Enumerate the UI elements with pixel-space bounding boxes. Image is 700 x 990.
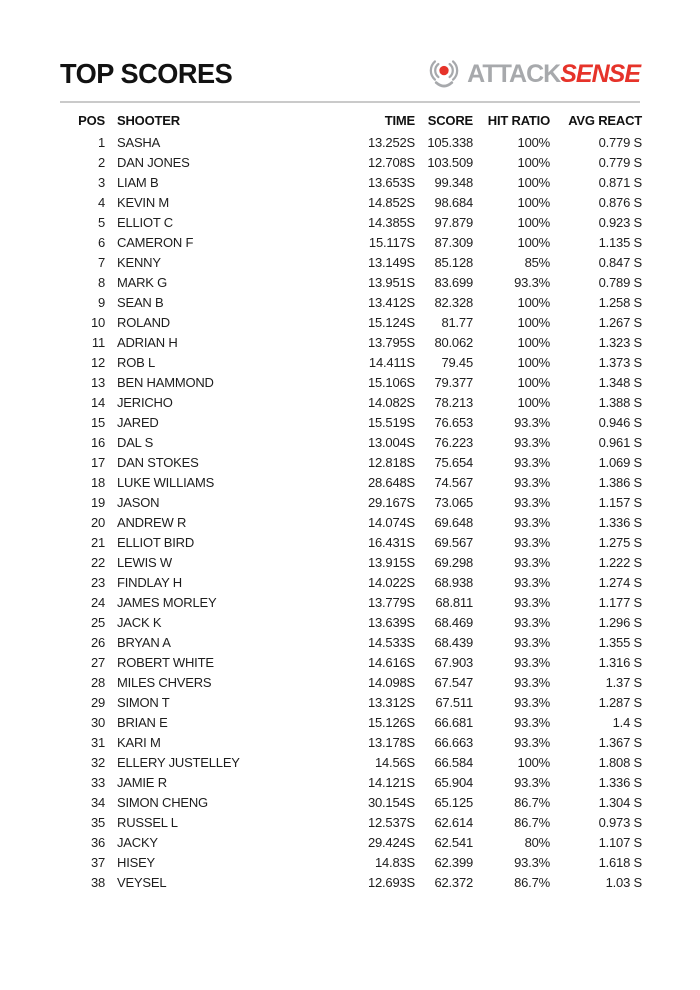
hit-ratio-cell: 100% — [517, 354, 550, 370]
score-cell: 67.511 — [435, 694, 473, 710]
pos-cell: 24 — [90, 594, 105, 610]
time-cell: 14.074S — [367, 514, 415, 530]
time-cell: 13.653S — [367, 174, 415, 190]
time-cell: 12.708S — [367, 154, 415, 170]
table-row — [60, 872, 642, 892]
table-row — [60, 192, 642, 212]
pos-cell: 37 — [90, 854, 105, 870]
table-row — [60, 452, 642, 472]
score-cell: 76.223 — [434, 434, 473, 450]
table-row — [60, 132, 642, 152]
avg-react-cell: 1.304 S — [598, 794, 642, 810]
shooter-cell: KARI M — [117, 734, 161, 750]
score-cell: 83.699 — [434, 274, 473, 290]
hit-ratio-cell: 80% — [524, 834, 550, 850]
time-cell: 14.385S — [367, 214, 415, 230]
avg-react-cell: 0.789 S — [598, 274, 642, 290]
pos-cell: 5 — [97, 214, 105, 230]
pos-cell: 31 — [90, 734, 105, 750]
time-cell: 30.154S — [367, 794, 415, 810]
time-cell: 14.411S — [368, 354, 415, 370]
pos-cell: 4 — [97, 194, 105, 210]
hit-ratio-cell: 93.3% — [514, 494, 550, 510]
score-cell: 62.399 — [434, 854, 473, 870]
score-cell: 65.125 — [434, 794, 473, 810]
hit-ratio-cell: 93.3% — [514, 654, 550, 670]
brand-wordmark — [467, 60, 640, 89]
shooter-cell: SIMON CHENG — [117, 794, 208, 810]
table-row — [60, 792, 642, 812]
score-cell: 68.469 — [434, 614, 473, 630]
avg-react-cell: 1.367 S — [598, 734, 642, 750]
table-row — [60, 592, 642, 612]
pos-cell: 22 — [90, 554, 105, 570]
target-sonar-icon — [425, 56, 463, 92]
time-cell: 15.519S — [367, 414, 415, 430]
avg-react-cell: 1.267 S — [598, 314, 642, 330]
avg-react-cell: 1.316 S — [598, 654, 642, 670]
shooter-cell: BRIAN E — [117, 714, 168, 730]
time-cell: 13.779S — [367, 594, 415, 610]
shooter-cell: JARED — [117, 414, 159, 430]
time-cell: 29.167S — [367, 494, 415, 510]
hit-ratio-cell: 93.3% — [514, 474, 550, 490]
avg-react-cell: 1.4 S — [612, 714, 642, 730]
score-cell: 69.567 — [434, 534, 473, 550]
time-cell: 14.533S — [367, 634, 415, 650]
score-cell: 68.439 — [434, 634, 473, 650]
shooter-cell: JERICHO — [117, 394, 173, 410]
score-cell: 80.062 — [434, 334, 473, 350]
avg-react-cell: 1.355 S — [598, 634, 642, 650]
shooter-cell: BRYAN A — [117, 634, 171, 650]
score-cell: 67.903 — [434, 654, 473, 670]
pos-cell: 25 — [90, 614, 105, 630]
score-cell: 79.45 — [441, 354, 473, 370]
shooter-cell: LUKE WILLIAMS — [117, 474, 215, 490]
table-row — [60, 512, 642, 532]
avg-react-cell: 1.107 S — [598, 834, 642, 850]
shooter-cell: ROBERT WHITE — [117, 654, 214, 670]
hit-ratio-cell: 100% — [517, 314, 550, 330]
score-cell: 62.614 — [434, 814, 473, 830]
hit-ratio-cell: 93.3% — [514, 574, 550, 590]
time-cell: 13.252S — [367, 134, 415, 150]
time-cell: 14.852S — [367, 194, 415, 210]
avg-react-cell: 1.177 S — [598, 594, 642, 610]
shooter-cell: ROB L — [117, 354, 156, 370]
table-row — [60, 552, 642, 572]
table-row — [60, 372, 642, 392]
time-cell: 13.795S — [367, 334, 415, 350]
table-row — [60, 672, 642, 692]
shooter-cell: KENNY — [117, 254, 161, 270]
scores-table-body — [60, 132, 642, 892]
pos-cell: 17 — [90, 454, 105, 470]
col-header-avg-react: AVG REACT — [568, 112, 642, 128]
hit-ratio-cell: 100% — [517, 214, 550, 230]
score-cell: 76.653 — [434, 414, 473, 430]
time-cell: 13.149S — [367, 254, 415, 270]
avg-react-cell: 0.779 S — [598, 134, 642, 150]
hit-ratio-cell: 100% — [517, 754, 550, 770]
time-cell: 14.121S — [367, 774, 415, 790]
hit-ratio-cell: 93.3% — [514, 414, 550, 430]
time-cell: 13.915S — [367, 554, 415, 570]
shooter-cell: CAMERON F — [117, 234, 194, 250]
table-row — [60, 272, 642, 292]
table-row — [60, 732, 642, 752]
table-row — [60, 852, 642, 872]
score-cell: 66.663 — [434, 734, 473, 750]
shooter-cell: SEAN B — [117, 294, 164, 310]
avg-react-cell: 0.973 S — [598, 814, 642, 830]
time-cell: 16.431S — [367, 534, 415, 550]
time-cell: 13.412S — [367, 294, 415, 310]
shooter-cell: ELLIOT C — [117, 214, 173, 230]
hit-ratio-cell: 100% — [517, 394, 550, 410]
avg-react-cell: 1.069 S — [598, 454, 642, 470]
col-header-shooter: SHOOTER — [117, 112, 180, 128]
hit-ratio-cell: 100% — [517, 134, 550, 150]
hit-ratio-cell: 93.3% — [514, 594, 550, 610]
avg-react-cell: 1.336 S — [598, 774, 642, 790]
avg-react-cell: 1.258 S — [598, 294, 642, 310]
shooter-cell: JASON — [117, 494, 160, 510]
score-cell: 69.648 — [434, 514, 473, 530]
shooter-cell: LIAM B — [117, 174, 159, 190]
pos-cell: 2 — [97, 154, 105, 170]
shooter-cell: JAMES MORLEY — [117, 594, 217, 610]
table-row — [60, 812, 642, 832]
report-header — [60, 52, 640, 96]
hit-ratio-cell: 100% — [517, 174, 550, 190]
hit-ratio-cell: 86.7% — [514, 794, 550, 810]
table-row — [60, 652, 642, 672]
hit-ratio-cell: 93.3% — [514, 694, 550, 710]
table-row — [60, 152, 642, 172]
hit-ratio-cell: 93.3% — [514, 614, 550, 630]
score-cell: 67.547 — [434, 674, 473, 690]
score-cell: 74.567 — [434, 474, 473, 490]
table-row — [60, 712, 642, 732]
hit-ratio-cell: 93.3% — [514, 554, 550, 570]
hit-ratio-cell: 93.3% — [514, 274, 550, 290]
hit-ratio-cell: 93.3% — [514, 674, 550, 690]
time-cell: 15.106S — [367, 374, 415, 390]
table-row — [60, 172, 642, 192]
table-row — [60, 472, 642, 492]
hit-ratio-cell: 100% — [517, 294, 550, 310]
table-row — [60, 392, 642, 412]
scores-section — [60, 108, 642, 892]
pos-cell: 12 — [90, 354, 105, 370]
top-scores-table — [60, 108, 642, 892]
avg-react-cell: 0.779 S — [598, 154, 642, 170]
brand-attack-text: ATTACK — [467, 59, 561, 88]
pos-cell: 11 — [91, 334, 105, 350]
page-title: TOP SCORES — [60, 58, 233, 89]
score-cell: 87.309 — [434, 234, 473, 250]
shooter-cell: ADRIAN H — [117, 334, 178, 350]
score-cell: 66.681 — [434, 714, 473, 730]
pos-cell: 16 — [90, 434, 105, 450]
pos-cell: 23 — [90, 574, 105, 590]
pos-cell: 38 — [90, 874, 105, 890]
shooter-cell: FINDLAY H — [117, 574, 182, 590]
avg-react-cell: 1.388 S — [598, 394, 642, 410]
time-cell: 14.56S — [374, 754, 415, 770]
avg-react-cell: 1.323 S — [598, 334, 642, 350]
shooter-cell: SIMON T — [117, 694, 170, 710]
score-cell: 66.584 — [434, 754, 473, 770]
time-cell: 14.098S — [367, 674, 415, 690]
hit-ratio-cell: 93.3% — [514, 734, 550, 750]
table-row — [60, 572, 642, 592]
time-cell: 15.126S — [367, 714, 415, 730]
avg-react-cell: 1.287 S — [598, 694, 642, 710]
pos-cell: 9 — [97, 294, 105, 310]
pos-cell: 19 — [90, 494, 105, 510]
pos-cell: 34 — [90, 794, 105, 810]
table-header-row — [60, 108, 642, 132]
avg-react-cell: 1.157 S — [598, 494, 642, 510]
time-cell: 14.082S — [367, 394, 415, 410]
hit-ratio-cell: 93.3% — [514, 534, 550, 550]
avg-react-cell: 1.808 S — [598, 754, 642, 770]
avg-react-cell: 0.876 S — [598, 194, 642, 210]
score-cell: 99.348 — [434, 174, 473, 190]
table-row — [60, 352, 642, 372]
avg-react-cell: 1.37 S — [605, 674, 642, 690]
pos-cell: 18 — [90, 474, 105, 490]
time-cell: 29.424S — [367, 834, 415, 850]
pos-cell: 29 — [90, 694, 105, 710]
table-header — [60, 108, 642, 132]
time-cell: 12.537S — [367, 814, 415, 830]
avg-react-cell: 0.923 S — [598, 214, 642, 230]
hit-ratio-cell: 100% — [517, 154, 550, 170]
shooter-cell: DAL S — [117, 434, 154, 450]
table-row — [60, 332, 642, 352]
pos-cell: 27 — [90, 654, 105, 670]
score-cell: 97.879 — [434, 214, 473, 230]
score-cell: 73.065 — [434, 494, 473, 510]
pos-cell: 14 — [90, 394, 105, 410]
avg-react-cell: 0.871 S — [598, 174, 642, 190]
shooter-cell: DAN STOKES — [117, 454, 199, 470]
shooter-cell: VEYSEL — [117, 874, 167, 890]
time-cell: 14.616S — [367, 654, 415, 670]
pos-cell: 7 — [97, 254, 105, 270]
pos-cell: 13 — [90, 374, 105, 390]
pos-cell: 26 — [90, 634, 105, 650]
time-cell: 28.648S — [367, 474, 415, 490]
table-row — [60, 232, 642, 252]
avg-react-cell: 1.336 S — [598, 514, 642, 530]
table-row — [60, 772, 642, 792]
time-cell: 12.693S — [367, 874, 415, 890]
pos-cell: 36 — [90, 834, 105, 850]
score-cell: 62.541 — [434, 834, 473, 850]
hit-ratio-cell: 93.3% — [514, 634, 550, 650]
avg-react-cell: 1.348 S — [598, 374, 642, 390]
table-row — [60, 292, 642, 312]
col-header-time: TIME — [384, 112, 415, 128]
score-cell: 78.213 — [434, 394, 473, 410]
shooter-cell: ELLERY JUSTELLEY — [117, 754, 240, 770]
hit-ratio-cell: 100% — [517, 194, 550, 210]
pos-cell: 1 — [97, 134, 105, 150]
avg-react-cell: 1.618 S — [598, 854, 642, 870]
time-cell: 13.312S — [367, 694, 415, 710]
hit-ratio-cell: 85% — [524, 254, 550, 270]
time-cell: 13.639S — [367, 614, 415, 630]
time-cell: 14.83S — [374, 854, 415, 870]
avg-react-cell: 1.296 S — [598, 614, 642, 630]
time-cell: 13.951S — [367, 274, 415, 290]
avg-react-cell: 0.946 S — [598, 414, 642, 430]
hit-ratio-cell: 86.7% — [514, 814, 550, 830]
shooter-cell: BEN HAMMOND — [117, 374, 214, 390]
hit-ratio-cell: 93.3% — [514, 774, 550, 790]
hit-ratio-cell: 93.3% — [514, 434, 550, 450]
shooter-cell: LEWIS W — [117, 554, 172, 570]
time-cell: 15.117S — [368, 234, 415, 250]
time-cell: 12.818S — [367, 454, 415, 470]
pos-cell: 30 — [90, 714, 105, 730]
pos-cell: 20 — [90, 514, 105, 530]
table-row — [60, 252, 642, 272]
score-cell: 103.509 — [427, 154, 473, 170]
pos-cell: 21 — [90, 534, 105, 550]
avg-react-cell: 0.961 S — [598, 434, 642, 450]
shooter-cell: JACK K — [117, 614, 162, 630]
shooter-cell: ANDREW R — [117, 514, 187, 530]
shooter-cell: ROLAND — [117, 314, 170, 330]
score-cell: 62.372 — [434, 874, 473, 890]
time-cell: 15.124S — [367, 314, 415, 330]
table-row — [60, 432, 642, 452]
table-row — [60, 532, 642, 552]
col-header-hit-ratio: HIT RATIO — [487, 112, 550, 128]
hit-ratio-cell: 93.3% — [514, 854, 550, 870]
pos-cell: 32 — [90, 754, 105, 770]
shooter-cell: ELLIOT BIRD — [117, 534, 195, 550]
table-row — [60, 492, 642, 512]
pos-cell: 10 — [90, 314, 105, 330]
shooter-cell: RUSSEL L — [117, 814, 178, 830]
time-cell: 13.004S — [367, 434, 415, 450]
score-cell: 68.938 — [434, 574, 473, 590]
table-row — [60, 612, 642, 632]
avg-react-cell: 1.373 S — [598, 354, 642, 370]
shooter-cell: JACKY — [117, 834, 158, 850]
shooter-cell: HISEY — [117, 854, 156, 870]
table-row — [60, 312, 642, 332]
pos-cell: 8 — [97, 274, 105, 290]
col-header-score: SCORE — [427, 112, 473, 128]
shooter-cell: MARK G — [117, 274, 168, 290]
score-cell: 81.77 — [441, 314, 473, 330]
hit-ratio-cell: 93.3% — [514, 714, 550, 730]
avg-react-cell: 1.274 S — [598, 574, 642, 590]
avg-react-cell: 0.847 S — [598, 254, 642, 270]
hit-ratio-cell: 93.3% — [514, 454, 550, 470]
hit-ratio-cell: 86.7% — [514, 874, 550, 890]
header-divider — [60, 101, 640, 103]
hit-ratio-cell: 100% — [517, 334, 550, 350]
pos-cell: 33 — [90, 774, 105, 790]
shooter-cell: KEVIN M — [117, 194, 170, 210]
shooter-cell: JAMIE R — [117, 774, 167, 790]
score-cell: 68.811 — [435, 594, 473, 610]
score-cell: 85.128 — [434, 254, 473, 270]
table-row — [60, 412, 642, 432]
hit-ratio-cell: 100% — [517, 374, 550, 390]
score-cell: 105.338 — [427, 134, 473, 150]
time-cell: 13.178S — [367, 734, 415, 750]
score-cell: 75.654 — [434, 454, 473, 470]
pos-cell: 35 — [90, 814, 105, 830]
table-row — [60, 212, 642, 232]
table-row — [60, 632, 642, 652]
brand-sense-text: SENSE — [560, 59, 640, 88]
pos-cell: 28 — [90, 674, 105, 690]
avg-react-cell: 1.03 S — [605, 874, 642, 890]
score-cell: 65.904 — [434, 774, 473, 790]
score-cell: 82.328 — [434, 294, 473, 310]
pos-cell: 15 — [90, 414, 105, 430]
avg-react-cell: 1.222 S — [598, 554, 642, 570]
score-cell: 79.377 — [434, 374, 473, 390]
avg-react-cell: 1.135 S — [598, 234, 642, 250]
attacksense-logo — [425, 56, 640, 92]
hit-ratio-cell: 100% — [517, 234, 550, 250]
table-row — [60, 832, 642, 852]
pos-cell: 3 — [97, 174, 105, 190]
score-cell: 69.298 — [434, 554, 473, 570]
hit-ratio-cell: 93.3% — [514, 514, 550, 530]
table-row — [60, 752, 642, 772]
avg-react-cell: 1.386 S — [598, 474, 642, 490]
table-row — [60, 692, 642, 712]
shooter-cell: MILES CHVERS — [117, 674, 212, 690]
pos-cell: 6 — [97, 234, 105, 250]
avg-react-cell: 1.275 S — [598, 534, 642, 550]
col-header-pos: POS — [78, 112, 105, 128]
shooter-cell: DAN JONES — [117, 154, 190, 170]
time-cell: 14.022S — [367, 574, 415, 590]
score-cell: 98.684 — [434, 194, 473, 210]
shooter-cell: SASHA — [117, 134, 161, 150]
